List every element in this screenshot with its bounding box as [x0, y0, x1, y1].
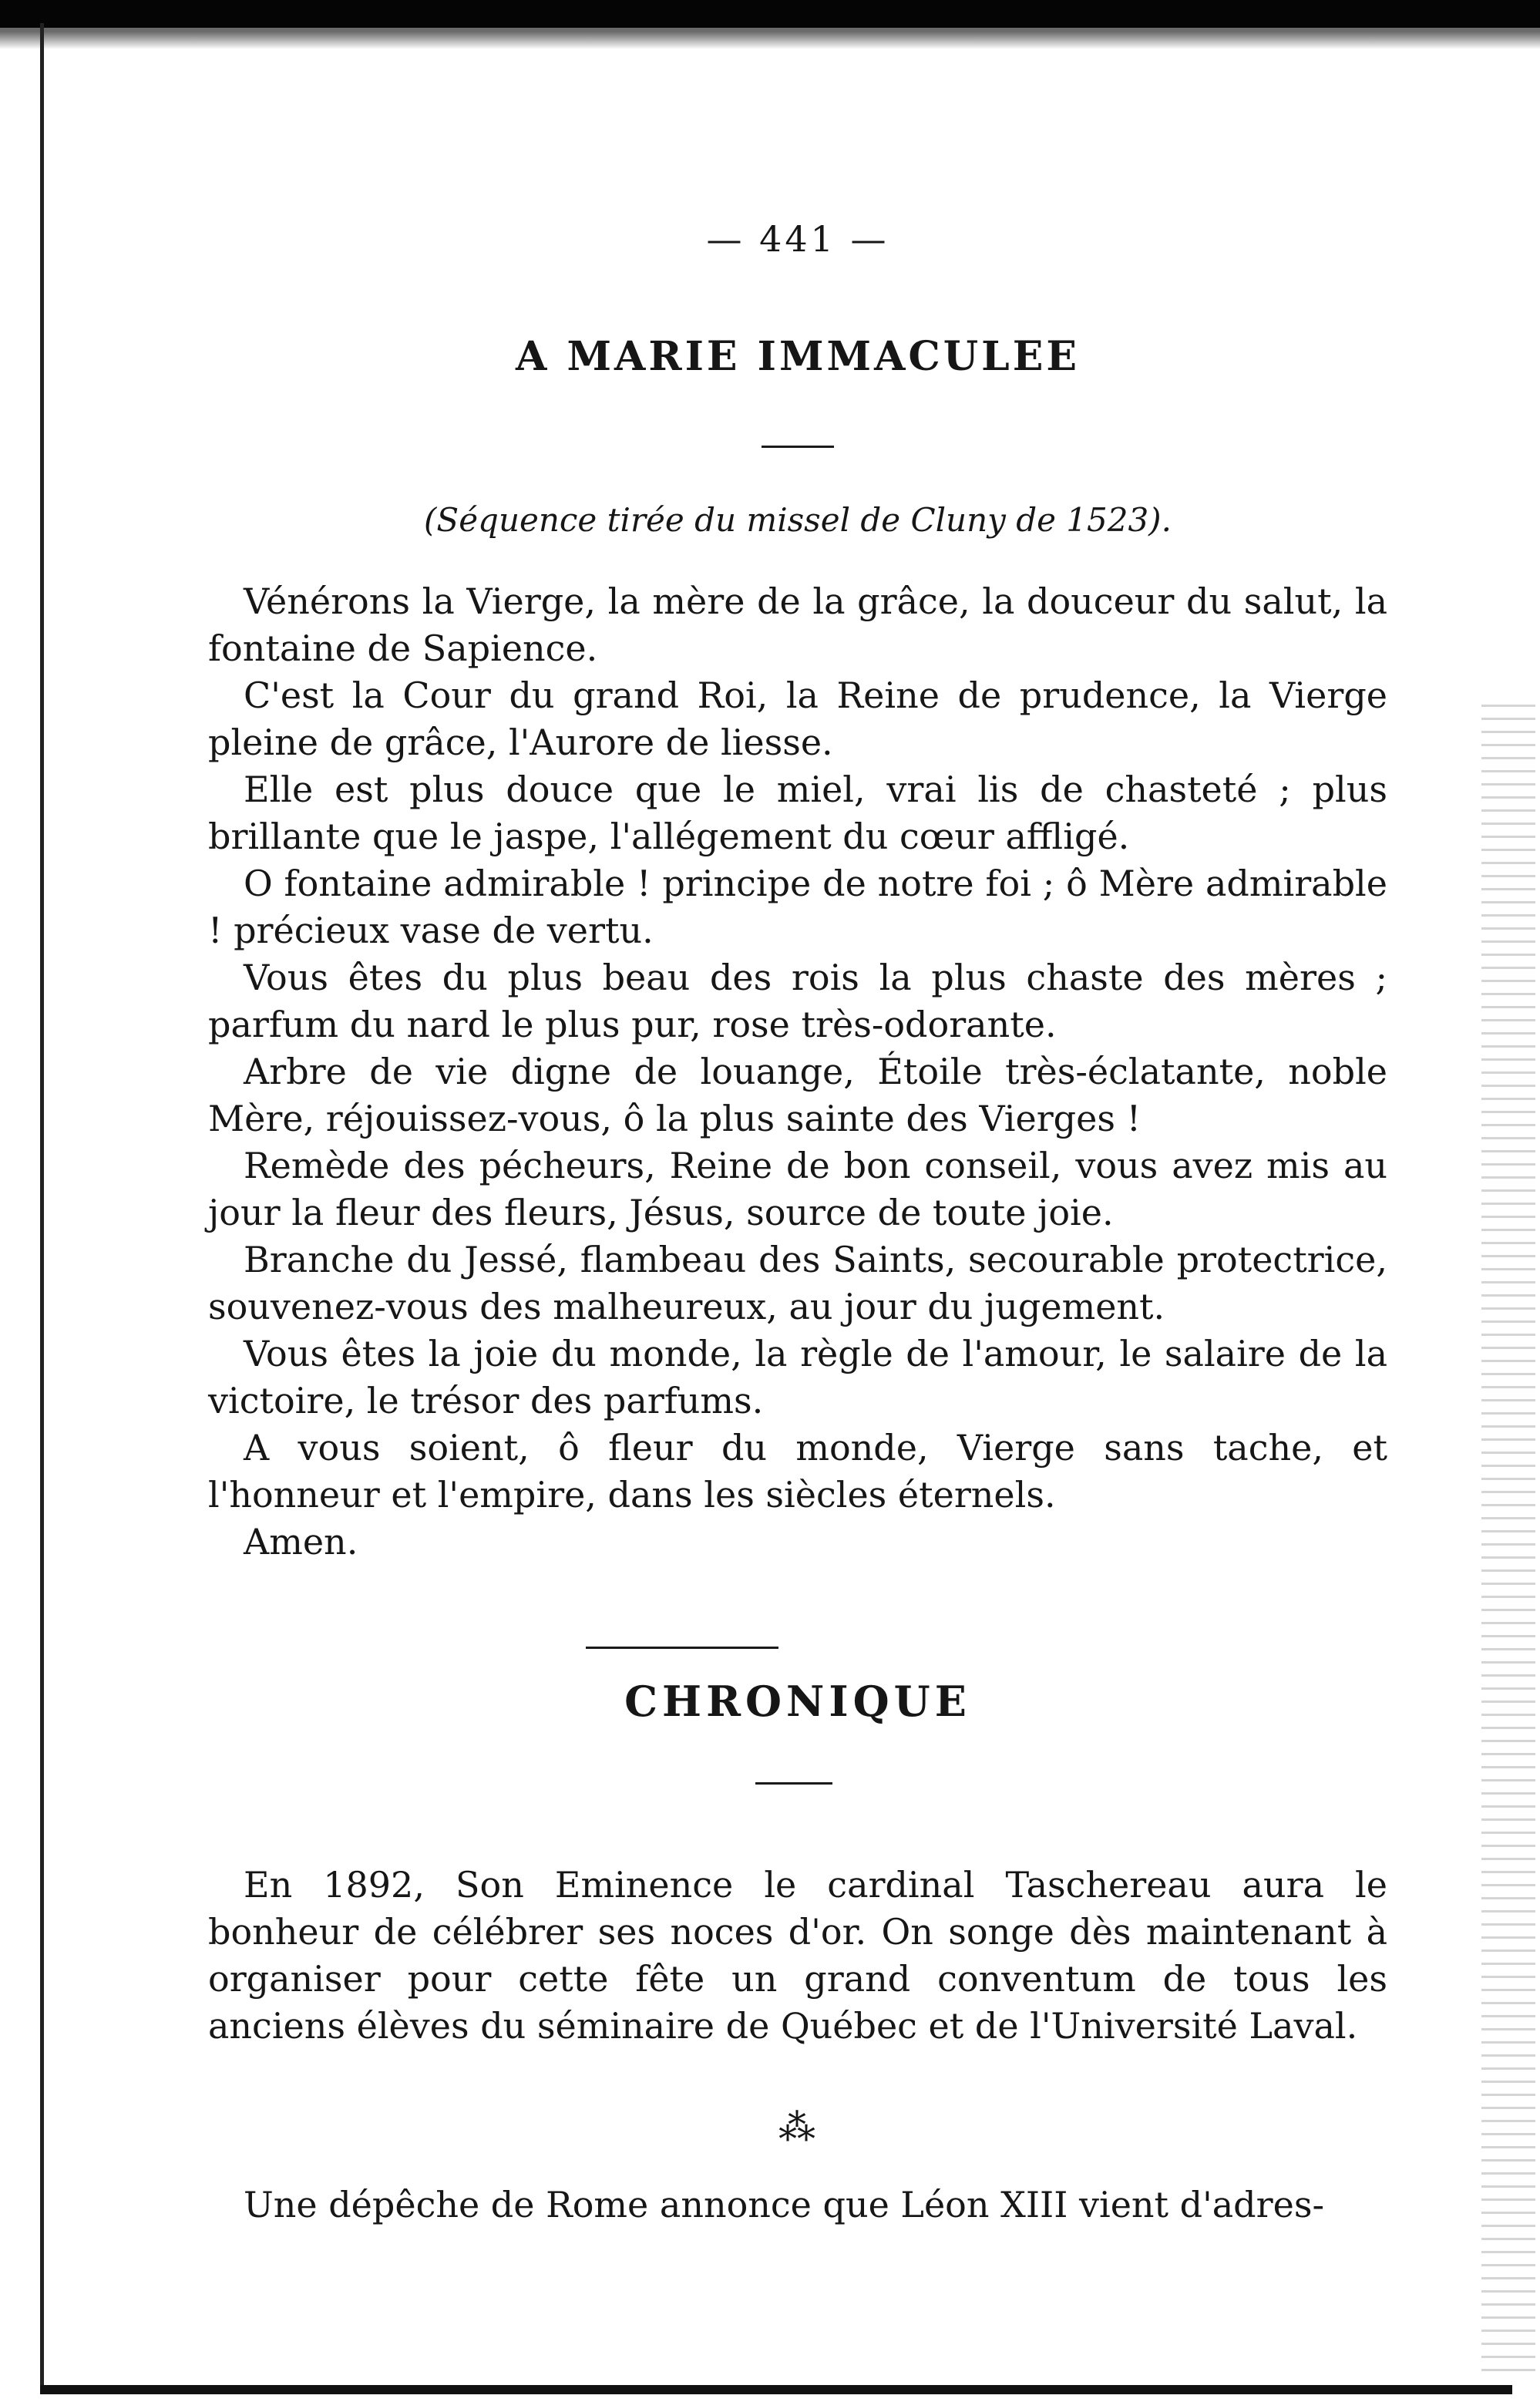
title-rule [762, 446, 834, 448]
poem-stanza: C'est la Cour du grand Roi, la Reine de prudence, la Vierge pleine de grâce, l'Aurore de liesse. [208, 675, 1387, 763]
poem-stanza: Vénérons la Vierge, la mère de la grâce, la douceur du salut, la fontaine de Sapience. [208, 580, 1387, 669]
poem-title: A MARIE IMMACULEE [516, 333, 1080, 380]
chronique-last-line: Une dépêche de Rome annonce que Léon XIII vient d'adres- [244, 2184, 1324, 2225]
chronique-body [208, 1862, 1387, 2050]
poem-stanza: Vous êtes la joie du monde, la règle de l'amour, le salaire de la victoire, le trésor des parfums. [208, 1333, 1387, 1421]
poem-stanza: Elle est plus douce que le miel, vrai lis de chasteté ; plus brillante que le jaspe, l'allégement du cœur affligé. [208, 769, 1387, 857]
asterism-separator: ⁂ [778, 2106, 817, 2149]
poem-amen: Amen. [244, 1521, 358, 1563]
poem-stanza: Vous êtes du plus beau des rois la plus chaste des mères ; parfum du nard le plus pur, rose très-odorante. [208, 957, 1387, 1045]
poem-stanza: A vous soient, ô fleur du monde, Vierge sans tache, et l'honneur et l'empire, dans les siècles éternels. [208, 1427, 1387, 1516]
document-page [208, 0, 1387, 2402]
poem-stanza: Remède des pécheurs, Reine de bon conseil, vous avez mis au jour la fleur des fleurs, Jésus, source de toute joie. [208, 1145, 1387, 1233]
poem-stanza: O fontaine admirable ! principe de notre foi ; ô Mère admirable ! précieux vase de vertu. [208, 863, 1387, 951]
poem-body [208, 578, 1387, 1566]
scan-edge-right [1481, 694, 1535, 2374]
page-number: — 441 — [706, 218, 889, 260]
chronique-paragraph: En 1892, Son Eminence le cardinal Taschereau aura le bonheur de célébrer ses noces d'or. On songe dès maintenant à organiser pour cette fête un grand conventum de tous les anciens élèves du séminaire de Québec et de l'Université Laval. [208, 1864, 1387, 2047]
poem-stanza: Branche du Jessé, flambeau des Saints, secourable protectrice, souvenez-vous des malheureux, au jour du jugement. [208, 1239, 1387, 1327]
section-divider [586, 1647, 778, 1649]
chronique-heading: CHRONIQUE [624, 1677, 971, 1726]
chronique-rule [755, 1782, 832, 1785]
poem-stanza: Arbre de vie digne de louange, Étoile très-éclatante, noble Mère, réjouissez-vous, ô la plus sainte des Vierges ! [208, 1051, 1387, 1139]
scan-edge-left [40, 23, 44, 2394]
poem-subtitle: (Séquence tirée du missel de Cluny de 1523). [424, 501, 1172, 539]
